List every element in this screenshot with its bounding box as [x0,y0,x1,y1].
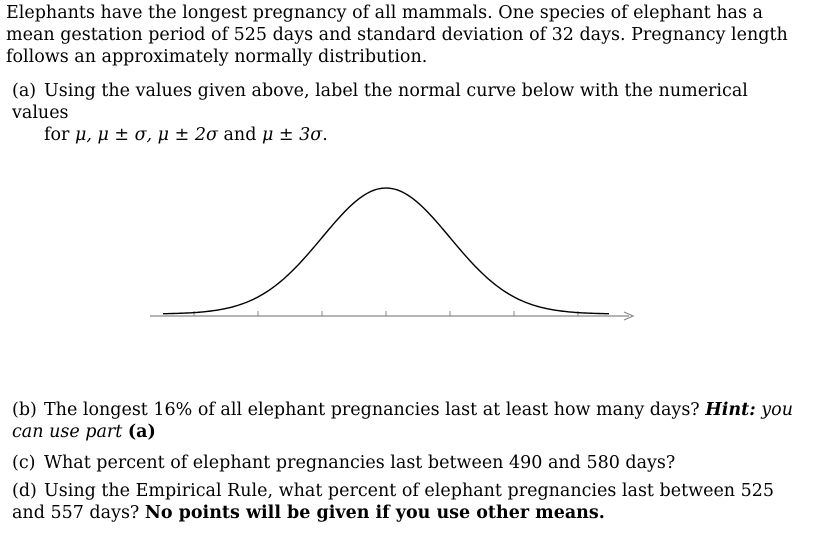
part-a-prefix: for [44,125,75,145]
part-a-line1: Using the values given above, label the normal curve below with the numerical values [12,81,748,123]
part-c-label: (c) [12,453,36,473]
part-d-bold-text: No points will be given if you use other means. [144,503,605,523]
part-a [12,80,802,146]
part-a-and: and [217,125,262,145]
part-a-label: (a) [12,81,37,101]
intro-text: Elephants have the longest pregnancy of all mammals. One species of elephant has a mean gestation period of 525 days and standard deviation of 32 days. Pregnancy length follows an approximately normally distribution. [6,3,788,67]
part-a-end: . [322,125,328,145]
part-b-text: The longest 16% of all elephant pregnancies last at least how many days? [44,400,706,420]
part-b-hint-text: you can use part [12,400,793,442]
part-b-label: (b) [12,400,37,420]
part-d [12,480,802,524]
part-d-label: (d) [12,481,37,501]
part-a-math-1: μ, μ ± σ, μ ± 2σ [74,125,218,145]
axis-arrow-icon [624,312,633,320]
problem-intro [6,2,806,68]
part-b-hint-ref: (a) [127,422,156,442]
part-a-math-2: μ ± 3σ [261,125,323,145]
part-b-hint-label: Hint: [705,400,756,420]
part-c [12,452,802,474]
normal-curve [163,188,609,314]
part-d-text: Using the Empirical Rule, what percent of elephant pregnancies last between 525 and 557 days? [12,481,775,523]
axis-ticks [194,311,578,316]
part-b [12,399,802,443]
part-c-text: What percent of elephant pregnancies last between 490 and 580 days? [44,453,676,473]
